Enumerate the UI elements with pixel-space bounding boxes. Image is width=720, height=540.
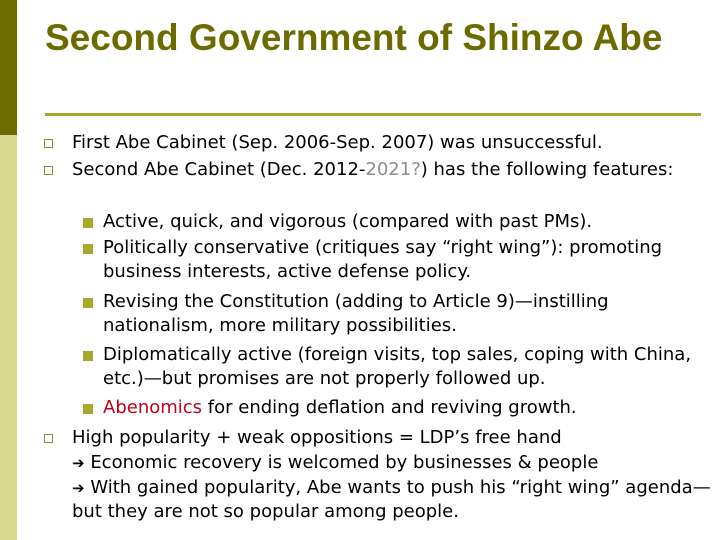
sub-bullet-2-text: Politically conservative (critiques say “right wing”): promoting business interests, active defense policy.: [103, 237, 663, 282]
bullet-3-text: High popularity + weak oppositions = LDP’s free hand: [72, 427, 562, 448]
bullet-2-year-highlight: 2021?: [365, 159, 421, 180]
bullet-square-icon: [44, 166, 53, 175]
sub-bullet-icon: [83, 244, 93, 254]
sub-bullet-icon: [83, 218, 93, 228]
sub-bullet-icon: [83, 351, 93, 361]
bullet-2-post: ) has the following features:: [420, 159, 674, 180]
sub-bullet-1-text: Active, quick, and vigorous (compared with past PMs).: [103, 211, 593, 232]
bullet-square-icon: [44, 434, 53, 443]
sub-bullet-icon: [83, 404, 93, 414]
sub-bullet-5-text: Abenomics for ending deflation and reviving growth.: [103, 397, 577, 418]
arrow-line-2: ➔ With gained popularity, Abe wants to push his “right wing” agenda—but they are not so popular among people.: [72, 477, 711, 522]
arrow-line-1: ➔ Economic recovery is welcomed by businesses & people: [72, 452, 599, 473]
bullet-1-text: First Abe Cabinet (Sep. 2006-Sep. 2007) was unsuccessful.: [72, 132, 603, 153]
sub-bullet-3-text: Revising the Constitution (adding to Article 9)—instilling nationalism, more military possibilities.: [103, 291, 609, 336]
bullet-square-icon: [44, 139, 53, 148]
sub-bullet-icon: [83, 298, 93, 308]
slide-title: Second Government of Shinzo Abe: [45, 17, 663, 58]
bullet-2-text: [72, 158, 712, 182]
arrow-right-icon: ➔: [72, 454, 85, 472]
abenomics-highlight: Abenomics: [103, 397, 203, 418]
bullet-2-pre: Second Abe Cabinet (Dec. 2012-: [72, 159, 366, 180]
sub-bullet-4-text: Diplomatically active (foreign visits, top sales, coping with China, etc.)—but promises are not properly followed up.: [103, 344, 692, 389]
arrow-right-icon: ➔: [72, 479, 85, 497]
